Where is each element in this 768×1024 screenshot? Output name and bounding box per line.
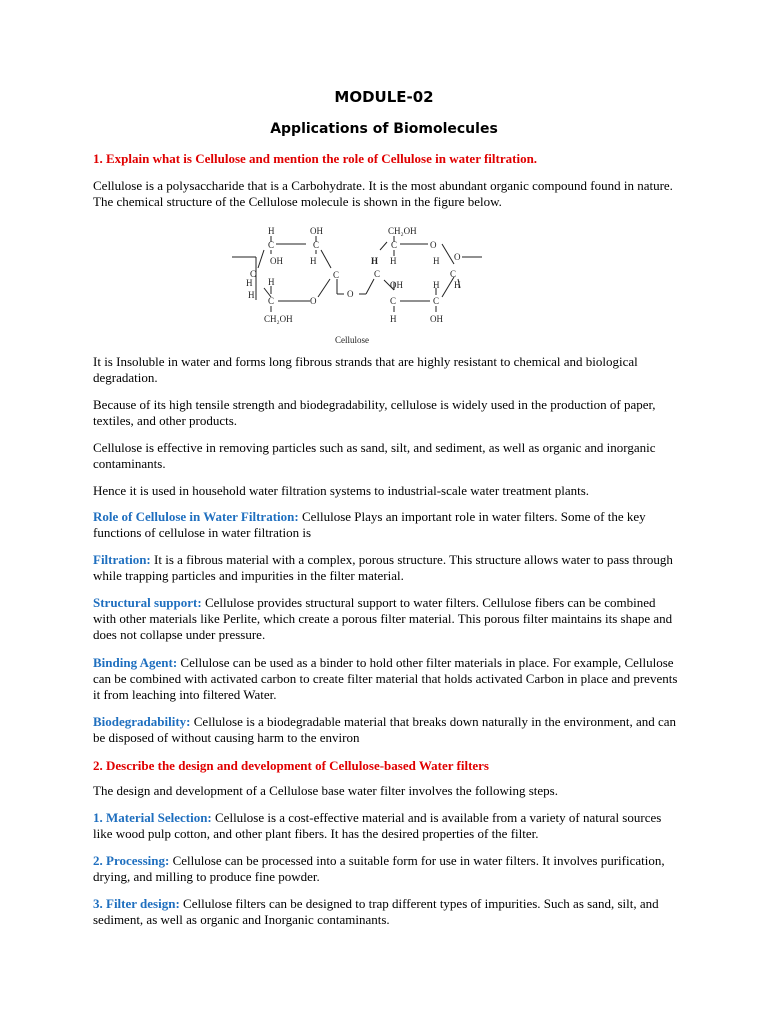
- module-title: MODULE-02: [334, 88, 434, 106]
- function-item: [93, 714, 678, 746]
- atom-label: O: [430, 240, 437, 250]
- atom-label: CH₂OH: [264, 314, 293, 324]
- question-1-heading: 1. Explain what is Cellulose and mention the role of Cellulose in water filtration.: [93, 151, 538, 166]
- role-text: Cellulose Plays an important role in water filters. Some of the key functions of cellulose in water filtration is: [93, 509, 646, 540]
- atom-label: C: [333, 270, 340, 280]
- function-item: [93, 595, 678, 643]
- atom-label: H: [248, 290, 255, 300]
- function-item: [93, 552, 678, 584]
- atom-label: C: [391, 240, 398, 250]
- function-text: Cellulose can be used as a binder to hold other filter materials in place. For example, Cellulose can be combined with activated carbon to create filter material that holds activated Carbon in place and prevents it from leaching into filtered Water.: [93, 655, 678, 702]
- function-text: Cellulose provides structural support to water filters. Cellulose fibers can be combined with other materials like Perlite, which create a porous filter material. This porous filter maintains its shape and does not collapse under pressure.: [93, 595, 673, 642]
- atom-label: O: [454, 252, 461, 262]
- function-key: Filtration:: [93, 552, 151, 567]
- cellulose-structure-figure: [230, 222, 500, 348]
- atom-label: OH: [390, 280, 403, 290]
- atom-label: H: [390, 256, 397, 266]
- atom-label: H: [268, 226, 275, 236]
- atom-label: C: [450, 269, 457, 279]
- role-paragraph: [93, 509, 678, 541]
- function-key: Biodegradability:: [93, 714, 191, 729]
- atom-label: C: [390, 296, 397, 306]
- design-step: [93, 853, 678, 885]
- atom-label: C: [268, 296, 275, 306]
- paragraph: Cellulose is effective in removing particles such as sand, silt, and sediment, as well as organic and inorganic contaminants.: [93, 440, 656, 471]
- step-text: Cellulose filters can be designed to trap different types of impurities. Such as sand, silt, and sediment, as well as organic and Inorganic contaminants.: [93, 896, 659, 927]
- atom-label: H: [310, 256, 317, 266]
- step-text: Cellulose can be processed into a suitable form for use in water filters. It involves purification, drying, and milling to produce fine powder.: [93, 853, 665, 884]
- atom-label: H: [390, 314, 397, 324]
- atom-label: H: [433, 256, 440, 266]
- figure-caption: Cellulose: [335, 335, 369, 345]
- atom-label: C: [268, 240, 275, 250]
- page-subtitle: Applications of Biomolecules: [270, 121, 498, 137]
- function-text: Cellulose is a biodegradable material that breaks down naturally in the environment, and can be disposed of without causing harm to the environ: [93, 714, 677, 745]
- step-key: 3. Filter design:: [93, 896, 180, 911]
- function-item: [93, 655, 678, 703]
- atom-label: C: [313, 240, 320, 250]
- atom-label: H: [433, 280, 440, 290]
- atom-label: O: [310, 296, 317, 306]
- paragraph: It is Insoluble in water and forms long fibrous strands that are highly resistant to chemical and biological degradation.: [93, 354, 638, 385]
- atom-label: H: [371, 256, 379, 266]
- paragraph: Because of its high tensile strength and biodegradability, cellulose is widely used in the production of paper, textiles, and other products.: [93, 397, 656, 428]
- paragraph: Hence it is used in household water filtration systems to industrial-scale water treatment plants.: [93, 483, 590, 498]
- atom-label: OH: [270, 256, 283, 266]
- design-step: [93, 896, 678, 928]
- atom-label: CH₂OH: [388, 226, 417, 236]
- cellulose-structure-diagram: [230, 222, 500, 348]
- function-key: Binding Agent:: [93, 655, 178, 670]
- question-2-heading: 2. Describe the design and development of Cellulose-based Water filters: [93, 758, 489, 773]
- atom-label: OH: [430, 314, 443, 324]
- function-text: It is a fibrous material with a complex, porous structure. This structure allows water to pass through while trapping particles and impurities in the filter material.: [93, 552, 673, 583]
- step-key: 1. Material Selection:: [93, 810, 212, 825]
- step-text: Cellulose is a cost-effective material and is available from a variety of natural sources like wood pulp cotton, and other plant fibers. It has the desired properties of the filter.: [93, 810, 662, 841]
- function-key: Structural support:: [93, 595, 202, 610]
- design-intro: The design and development of a Cellulose base water filter involves the following steps.: [93, 783, 558, 798]
- atom-label: C: [374, 269, 381, 279]
- step-key: 2. Processing:: [93, 853, 170, 868]
- atom-label: O: [347, 289, 354, 299]
- atom-label: H: [268, 277, 275, 287]
- cellulose-intro: Cellulose is a polysaccharide that is a Carbohydrate. It is the most abundant organic compound found in nature. The chemical structure of the Cellulose molecule is shown in the figure below.: [93, 178, 673, 209]
- design-step: [93, 810, 678, 842]
- atom-label: C: [433, 296, 440, 306]
- atom-label: H: [246, 278, 253, 288]
- atom-label: C: [250, 269, 257, 279]
- role-key: Role of Cellulose in Water Filtration:: [93, 509, 299, 524]
- atom-label: H: [454, 280, 461, 290]
- atom-label: OH: [310, 226, 323, 236]
